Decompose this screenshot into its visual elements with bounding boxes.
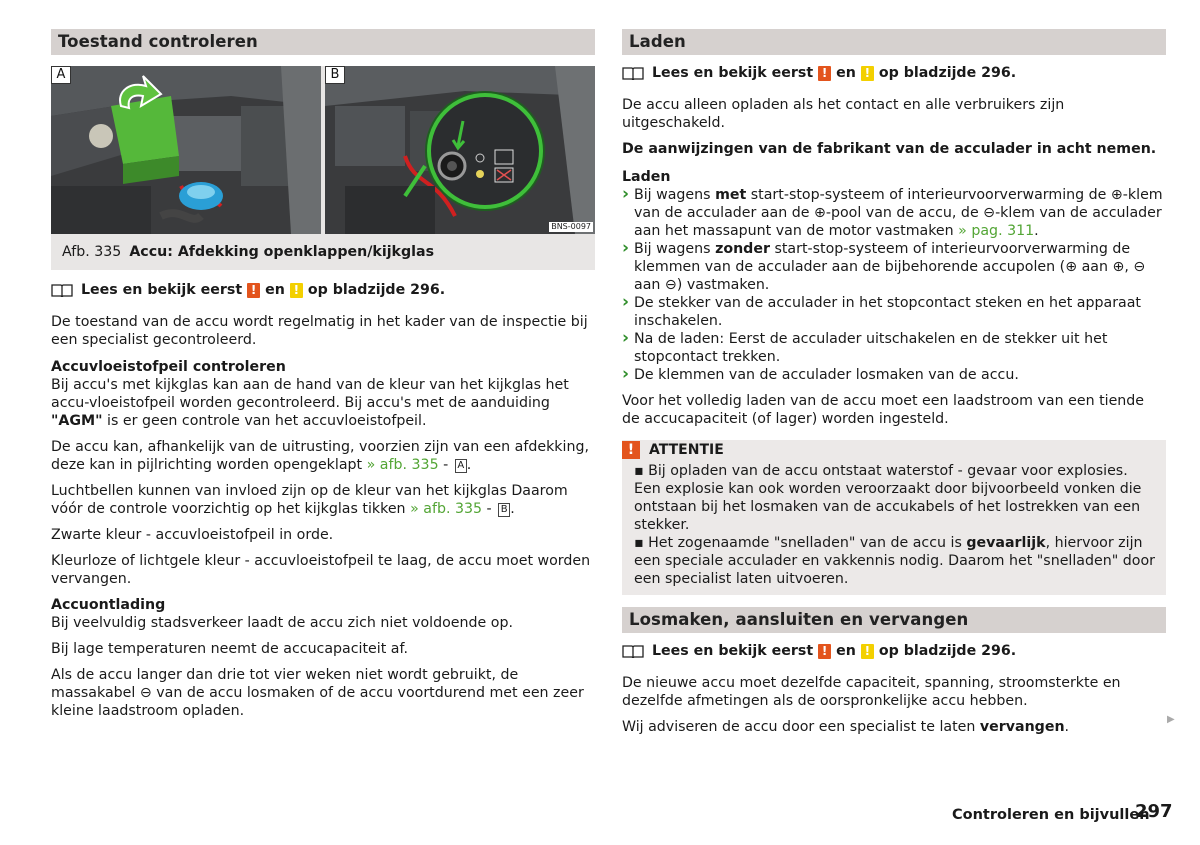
list-item: › De klemmen van de acculader losmaken van de accu.: [622, 366, 1166, 384]
charging-steps: [622, 168, 1166, 186]
book-icon: [622, 644, 644, 658]
figure-caption-text: Accu: Afdekking openklappen/kijkglas: [129, 244, 435, 260]
cover-text: De accu kan, afhankelijk van de uitrusting, voorzien zijn van een afdekking, deze kan in pijlrichting worden opengeklapt: [51, 439, 589, 473]
read-first-mid: en: [836, 65, 856, 81]
advise-a: Wij adviseren de accu door een specialist te laten: [622, 719, 980, 735]
step1-c: start-stop-systeem of interieurvoorverwarming de ⊕-klem van de acculader aan de ⊕-pool van de accu, de ⊖-klem van de acculader aan het massapunt van de motor vastmaken: [634, 187, 1163, 239]
advise-c: .: [1064, 719, 1070, 735]
attention-title: ATTENTIE: [649, 442, 724, 458]
paragraph-full-charge: Voor het volledig laden van de accu moet een laadstroom van een tiende de accucapaciteit (of lager) worden ingesteld.: [622, 393, 1145, 427]
read-first-note-losmaken: [622, 642, 1166, 660]
figure-caption: [51, 234, 595, 270]
fast-charge-c: , hiervoor zijn een speciale acculader en vakkennis nodig. Daarom het "snelladen" door een specialist laten uitvoeren.: [634, 535, 1155, 587]
figure-335: [51, 66, 595, 270]
read-first-pre: Lees en bekijk eerst: [652, 643, 814, 659]
list-item: › De stekker van de acculader in het stopcontact steken en het apparaat inschakelen.: [622, 294, 1166, 330]
footer-chapter: Controleren en bijvullen: [952, 807, 1150, 823]
step2-b: zonder: [715, 241, 770, 257]
list-item: › Na de laden: Eerst de acculader uitschakelen en de stekker uit het stopcontact trekken.: [622, 330, 1166, 366]
book-icon: [622, 66, 644, 80]
step2-c: start-stop-systeem of interieurvoorverwarming de klemmen van de acculader aan de bijbehorende accupolen (⊕ aan ⊕, ⊖ aan ⊖) vastmaken.: [634, 241, 1146, 293]
link-fig-335-b[interactable]: » afb. 335: [410, 501, 483, 517]
book-icon: [51, 283, 73, 297]
left-column: [51, 29, 595, 720]
paragraph-advise: [622, 718, 1166, 736]
read-first-pre: Lees en bekijk eerst: [652, 65, 814, 81]
paragraph-switch-off: De accu alleen opladen als het contact en alle verbruikers zijn uitgeschakeld.: [622, 97, 1065, 131]
warning-icon: !: [622, 441, 640, 459]
advise-b: vervangen: [979, 719, 1065, 735]
attention-box: [622, 440, 1166, 595]
attention-item-fast-charge: [634, 534, 1156, 588]
read-first-note: [51, 281, 595, 299]
paragraph-level: [51, 358, 595, 430]
bubbles-sep: -: [482, 501, 497, 517]
list-item: › Bij wagens met start-stop-systeem of interieurvoorverwarming de ⊕-klem van de acculader aan de ⊕-pool van de accu, de ⊖-klem van de acculader aan het massapunt van de motor vastmaken » pag. 311.: [622, 186, 1166, 240]
read-first-post: op bladzijde 296.: [307, 282, 446, 298]
paragraph-city: [51, 596, 595, 632]
paragraph-cover: De accu kan, afhankelijk van de uitrusting, voorzien zijn van een afdekking, deze kan in pijlrichting worden opengeklapt » afb. 335 - A .: [51, 439, 589, 473]
paragraph-manufacturer: De aanwijzingen van de fabrikant van de acculader in acht nemen.: [622, 141, 1157, 157]
box-letter-b: B: [498, 503, 510, 517]
warning-yellow-icon: !: [861, 644, 874, 659]
heading-laden: Laden: [622, 169, 671, 185]
warning-red-icon: !: [247, 283, 260, 298]
figure-panel-a: [51, 66, 321, 234]
fast-charge-a: ▪ Het zogenaamde "snelladen" van de accu is: [634, 535, 967, 551]
paragraph-inspection: De toestand van de accu wordt regelmatig in het kader van de inspectie bij een specialist gecontroleerd.: [51, 314, 588, 348]
heading-discharge: Accuontlading: [51, 597, 166, 613]
link-page-311[interactable]: » pag. 311: [958, 223, 1035, 239]
attention-body: [622, 462, 1166, 588]
bubbles-text: Luchtbellen kunnen van invloed zijn op de kleur van het kijkglas Daarom vóór de controle voorzichtig op het kijkglas tikken: [51, 483, 568, 517]
charging-step-list: [622, 186, 1166, 384]
read-first-post: op bladzijde 296.: [878, 643, 1017, 659]
level-text-1: Bij accu's met kijkglas kan aan de hand van de kleur van het kijkglas het accu-vloeistofpeil worden gecontroleerd. Bij accu's met de aanduiding: [51, 377, 569, 411]
page-number: 297: [1135, 801, 1173, 822]
engine-bay-illustration-a: [51, 66, 321, 234]
panel-letter-a: A: [51, 66, 71, 84]
figure-code: BNS-0097: [551, 222, 591, 231]
panel-letter-b: B: [325, 66, 345, 84]
section-title-toestand: Toestand controleren: [51, 29, 595, 55]
city-text: Bij veelvuldig stadsverkeer laadt de accu zich niet voldoende op.: [51, 615, 513, 631]
warning-yellow-icon: !: [861, 66, 874, 81]
read-first-mid: en: [836, 643, 856, 659]
cover-sep: -: [438, 457, 453, 473]
step1-b: met: [715, 187, 747, 203]
read-first-note-laden: [622, 64, 1166, 82]
heading-level: Accuvloeistofpeil controleren: [51, 359, 286, 375]
attention-item-hydrogen: ▪ Bij opladen van de accu ontstaat waterstof - gevaar voor explosies. Een explosie kan ook worden veroorzaakt door bijvoorbeeld vonken die ontstaan bij het losmaken van de accukabels of het lostrekken van een stekker.: [634, 463, 1142, 533]
attention-header: [622, 440, 1166, 460]
paragraph-black: Zwarte kleur - accuvloeistofpeil in orde.: [51, 527, 334, 543]
section-title-laden: Laden: [622, 29, 1166, 55]
read-first-pre: Lees en bekijk eerst: [81, 282, 243, 298]
read-first-mid: en: [265, 282, 285, 298]
paragraph-cold: Bij lage temperaturen neemt de accucapaciteit af.: [51, 641, 408, 657]
figure-panel-b: [325, 66, 595, 234]
level-agm: "AGM": [51, 413, 103, 429]
box-letter-a: A: [455, 459, 467, 473]
link-fig-335-a[interactable]: » afb. 335: [366, 457, 439, 473]
right-column: [622, 29, 1166, 736]
paragraph-bubbles: Luchtbellen kunnen van invloed zijn op de kleur van het kijkglas Daarom vóór de controle voorzichtig op het kijkglas tikken » afb. 335 - B .: [51, 483, 568, 517]
fast-charge-b: gevaarlijk: [966, 535, 1046, 551]
paragraph-colorless: Kleurloze of lichtgele kleur - accuvloeistofpeil te laag, de accu moet worden vervangen.: [51, 553, 591, 587]
warning-red-icon: !: [818, 66, 831, 81]
paragraph-longer: Als de accu langer dan drie tot vier weken niet wordt gebruikt, de massakabel ⊖ van de accu losmaken of de accu voortdurend met een zeer kleine laadstroom opladen.: [51, 667, 584, 719]
level-text-2: is er geen controle van het accuvloeistofpeil.: [102, 413, 427, 429]
warning-yellow-icon: !: [290, 283, 303, 298]
engine-bay-illustration-b: [325, 66, 595, 234]
list-item: [622, 240, 1166, 294]
continue-arrow-icon: ▶: [1167, 714, 1175, 725]
figure-caption-number: Afb. 335: [62, 244, 122, 260]
step2-a: Bij wagens: [634, 241, 716, 257]
paragraph-new-battery: De nieuwe accu moet dezelfde capaciteit, spanning, stroomsterkte en dezelfde afmetingen als de oorspronkelijke accu hebben.: [622, 675, 1121, 709]
read-first-post: op bladzijde 296.: [878, 65, 1017, 81]
step1-a: Bij wagens: [634, 187, 716, 203]
section-title-losmaken: Losmaken, aansluiten en vervangen: [622, 607, 1166, 633]
warning-red-icon: !: [818, 644, 831, 659]
